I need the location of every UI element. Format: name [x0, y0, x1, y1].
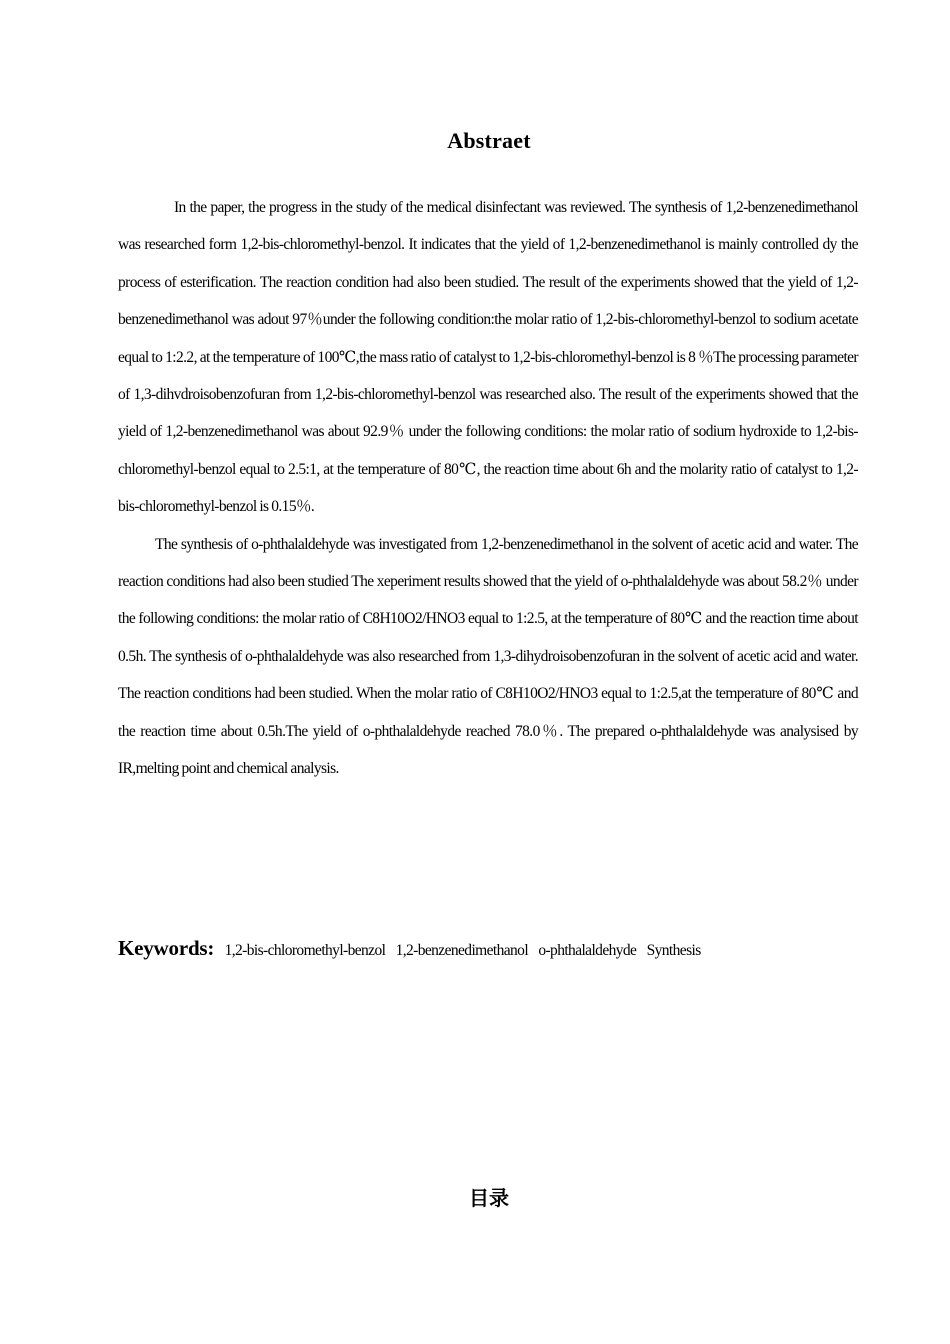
keywords-list [218, 942, 701, 959]
keywords-line [118, 936, 858, 961]
keyword-item: 1,2-bis-chloromethyl-benzol [224, 942, 386, 959]
abstract-paragraph-1: In the paper, the progress in the study of the medical disinfectant was reviewed. The synthesis of 1,2-benzenedimethanol was researched form 1,2-bis-chloromethyl-benzol. It indicates that the yield of 1,2-benzenedimethanol is mainly controlled dy the process of esterification. The reaction condition had also been studied. The result of the experiments showed that the yield of 1,2-benzenedimethanol was adout 97％under the following condition:the molar ratio of 1,2-bis-chloromethyl-benzol to sodium acetate equal to 1:2.2, at the temperature of 100℃,the mass ratio of catalyst to 1,2-bis-chloromethyl-benzol is 8 ％The processing parameter of 1,3-dihvdroisobenzofuran from 1,2-bis-chloromethyl-benzol was researched also. The result of the experiments showed that the yield of 1,2-benzenedimethanol was about 92.9％ under the following conditions: the molar ratio of sodium hydroxide to 1,2-bis-chloromethyl-benzol equal to 2.5:1, at the temperature of 80℃, the reaction time about 6h and the molarity ratio of catalyst to 1,2-bis-chloromethyl-benzol is 0.15％. [118, 199, 858, 516]
keyword-item: 1,2-benzenedimethanol [395, 942, 529, 959]
keyword-item: Synthesis [646, 942, 701, 959]
keyword-item: o-phthalaldehyde [538, 942, 637, 959]
keywords-label: Keywords: [118, 936, 215, 960]
abstract-paragraph-2: The synthesis of o-phthalaldehyde was investigated from 1,2-benzenedimethanol in the solvent of acetic acid and water. The reaction conditions had also been studied The xeperiment results showed that the yield of o-phthalaldehyde was about 58.2％ under the following conditions: the molar ratio of C8H10O2/HNO3 equal to 1:2.5, at the temperature of 80℃ and the reaction time about 0.5h. The synthesis of o-phthalaldehyde was also researched from 1,3-dihydroisobenzofuran in the solvent of acetic acid and water. The reaction conditions had been studied. When the molar ratio of C8H10O2/HNO3 equal to 1:2.5,at the temperature of 80℃ and the reaction time about 0.5h.The yield of o-phthalaldehyde reached 78.0％. The prepared o-phthalaldehyde was analysised by IR,melting point and chemical analysis. [118, 535, 858, 778]
table-of-contents-title: 目录 [469, 1186, 509, 1210]
abstract-body [118, 189, 858, 788]
abstract-title: Abstraet [447, 128, 531, 153]
